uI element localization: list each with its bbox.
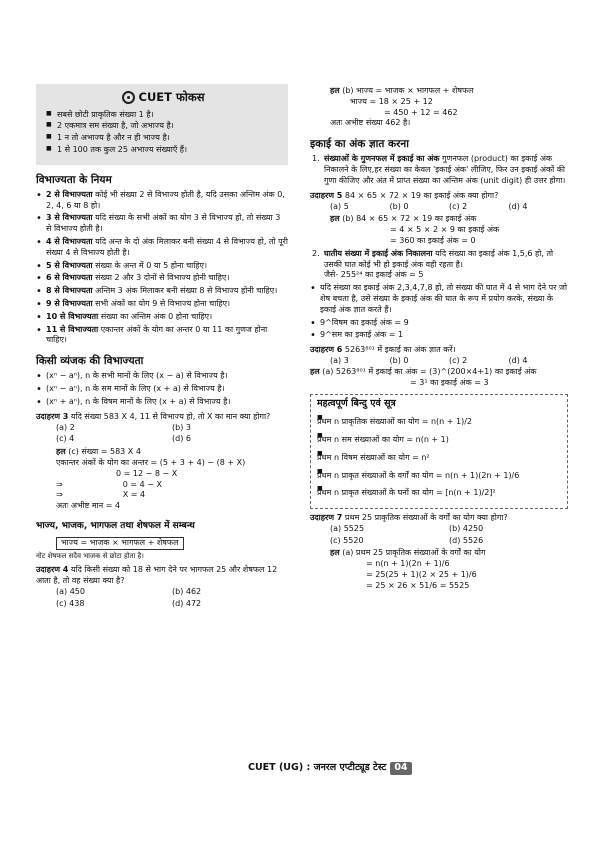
option: (b) 0 [389, 201, 409, 211]
option: (a) 5 [330, 201, 349, 211]
option: (c) 2 [449, 355, 468, 365]
relation-formula: भाज्य = भाजक × भागफल + शेषफल [56, 537, 184, 550]
option: (c) 438 [56, 598, 85, 608]
target-icon [122, 91, 135, 104]
solution: हल (c) संख्या = 583 X 4 एकान्तर अंकों के योग का अन्तर = (5 + 3 + 4) − (8 + X) 0 = 12 − 8 − X ⇒ 0 = 4 − X ⇒ X = 4 अतः अभीष्ट मान = 4 [56, 447, 246, 511]
divisibility-rules [36, 190, 288, 346]
list-item: ■ सबसे छोटी प्राकृतिक संख्या 1 है। [46, 110, 280, 121]
options [310, 524, 568, 547]
solution: हल (b) 84 × 65 × 72 × 19 का इकाई अंक = 4 × 5 × 2 × 9 का इकाई अंक = 360 का इकाई अंक = 0 [330, 214, 500, 245]
formula-item: ■ प्रथम n प्राकृत संख्याओं के घनों का योग = [n(n + 1)/2]² [317, 485, 561, 502]
list-item: ■ 1 न तो अभाज्य है और न ही भाज्य है। [46, 133, 280, 144]
option: (a) 450 [56, 586, 85, 596]
unit-digit-list [310, 249, 568, 281]
option: (c) 4 [56, 434, 75, 444]
list-item: ■ 2 एकमात्र सम संख्या है, जो अभाज्य है। [46, 121, 280, 132]
rule-item: • (xⁿ − aⁿ), n के सम मानों के लिए (x + a) से विभाज्य है। [36, 384, 288, 395]
option: (a) 2 [56, 422, 75, 432]
list-item: • 9^विषम का इकाई अंक = 9 [310, 318, 568, 329]
rule-item: • 10 से विभाज्यता संख्या का अन्तिम अंक 0 होना चाहिए। [36, 312, 288, 323]
section-heading: भाज्य, भाजक, भागफल तथा शेषफल में सम्बन्ध [36, 520, 195, 531]
note: नोट शेषफल सदैव भाजक से छोटा होता है। [36, 551, 144, 560]
option: (d) 4 [508, 355, 528, 365]
formula-list [317, 414, 561, 502]
section-heading: इकाई का अंक ज्ञात करना [310, 138, 409, 151]
option: (b) 4250 [449, 523, 484, 533]
section-heading: किसी व्यंजक की विभाज्यता [36, 355, 144, 368]
option: (a) 5525 [330, 523, 365, 533]
rule-item: • 8 से विभाज्यता अन्तिम 3 अंक मिलाकर बनी संख्या 8 से विभाज्य होनी चाहिए। [36, 286, 288, 297]
left-column [36, 84, 288, 610]
list-item: • यदि संख्या का इकाई अंक 2,3,4,7,8 हो, तो संख्या की घात में 4 से भाग देने पर जो शेष बचता है, उसे संख्या के इकाई अंक की घात के रूप में प्रयोग करके, संख्या के इकाई अंक ज्ञात करते हैं। [310, 283, 568, 315]
power-rules [310, 283, 568, 341]
example-7: उदाहरण 7 प्रथम 25 प्राकृतिक संख्याओं के वर्गों का योग क्या होगा? (a) 5525 (b) 4250 (c) 5520 (d) 5526 हल (a) प्रथम 25 प्राकृतिक संख्याओं के वर्गों का योग = n(n + 1)(2n + 1)/6 = 25(25 + 1)(2 × 25 + 1)/6 = 25 × 26 × 51/6 = 5525 [310, 513, 568, 592]
formula-item: ■ प्रथम n प्राकृत संख्याओं के वर्गों का योग = n(n + 1)(2n + 1)/6 [317, 468, 561, 485]
cuet-focus-box [36, 84, 288, 165]
expression-rules [36, 371, 288, 407]
example-4-solution: हल (b) भाज्य = भाजक × भागफल + शेषफल भाज्य = 18 × 25 + 12 = 450 + 12 = 462 अतः अभीष्ट संख्या 462 है। [330, 86, 474, 128]
formula-item: ■ प्रथम n विषम संख्याओं का योग = n² [317, 450, 561, 467]
rule-item: • 6 से विभाज्यता संख्या 2 और 3 दोनों से विभाज्य होनी चाहिए। [36, 273, 288, 284]
option: (d) 6 [172, 434, 191, 444]
option: (d) 472 [172, 598, 202, 608]
rule-item: • 4 से विभाज्यता यदि अन्त के दो अंक मिलाकर बनी संख्या 4 से विभाज्य हो, तो पूरी संख्या 4 से विभाज्य होती है। [36, 237, 288, 259]
formula-heading: महत्वपूर्ण बिन्दु एवं सूत्र [317, 398, 396, 410]
formula-box [310, 394, 568, 509]
list-item: ■ 1 से 100 तक कुल 25 अभाज्य संख्याएँ हैं। [46, 145, 280, 156]
option: (d) 4 [508, 201, 528, 211]
list-item: 1. संख्याओं के गुणनफल में इकाई का अंक गुणनफल (product) का इकाई अंक निकालने के लिए,हर संख्या का केवल 'इकाई अंक' लीजिए, फिर उन इकाई अंकों की गुणा कीजिए और अंत में प्राप्त संख्या का अन्तिम अंक (unit digit) ही उत्तर होगा। [312, 154, 566, 185]
rule-item: • (xⁿ − aⁿ), n के सभी मानों के लिए (x − a) से विभाज्य है। [36, 371, 288, 382]
option: (c) 5520 [330, 535, 364, 545]
solution: हल (a) 5263⁸⁰¹ में इकाई का अंक = (3)^(200×4+1) का इकाई अंक = 3¹ का इकाई अंक = 3 [310, 366, 537, 387]
formula-item: ■ प्रथम n सम संख्याओं का योग = n(n + 1) [317, 432, 561, 449]
options [36, 423, 288, 446]
rule-item: • 5 से विभाज्यता संख्या के अन्त में 0 या 5 होना चाहिए। [36, 261, 288, 272]
option: (b) 3 [172, 422, 191, 432]
example-5: उदाहरण 5 84 × 65 × 72 × 19 का इकाई अंक क्या होगा? (a) 5 (b) 0 (c) 2 (d) 4 हल (b) 84 × 65 × 72 × 19 का इकाई अंक = 4 × 5 × 2 × 9 का इकाई अंक = 360 का इकाई अंक = 0 [310, 191, 568, 247]
option: (a) 3 [330, 355, 349, 365]
focus-list [46, 110, 280, 156]
rule-item: • (xⁿ + aⁿ), n के विषम मानों के लिए (x + a) से विभाज्य है। [36, 397, 288, 408]
unit-digit-list [310, 154, 568, 186]
solution: हल (a) प्रथम 25 प्राकृतिक संख्याओं के वर्गों का योग = n(n + 1)(2n + 1)/6 = 25(25 + 1)(2 × 25 + 1)/6 = 25 × 26 × 51/6 = 5525 [330, 548, 486, 590]
options [310, 356, 568, 367]
right-column [310, 84, 568, 592]
option: (b) 462 [172, 586, 202, 596]
section-heading: विभाज्यता के नियम [36, 173, 112, 186]
focus-title: CUET फोकस [46, 90, 280, 106]
formula-item: ■ प्रथम n प्राकृतिक संख्याओं का योग = n(n + 1)/2 [317, 414, 561, 431]
options [310, 202, 568, 213]
page-footer: CUET (UG) : जनरल एप्टीट्यूड टेस्ट 04 [248, 762, 412, 775]
page-number: 04 [390, 762, 411, 775]
rule-item: • 9 से विभाज्यता सभी अंकों का योग 9 से विभाज्य होना चाहिए। [36, 299, 288, 310]
rule-item: • 2 से विभाज्यता कोई भी संख्या 2 से विभाज्य होती है, यदि उसका अन्तिम अंक 0, 2, 4, 6 या 8 हो। [36, 190, 288, 212]
option: (b) 0 [389, 355, 409, 365]
options [36, 587, 288, 610]
rule-item: • 3 से विभाज्यता यदि संख्या के सभी अंकों का योग 3 से विभाज्य हो, तो संख्या 3 से विभाज्य होती है। [36, 213, 288, 235]
example-4: उदाहरण 4 यदि किसी संख्या को 18 से भाग देने पर भागफल 25 और शेषफल 12 आता है, तो वह संख्या क्या है? (a) 450 (b) 462 (c) 438 (d) 472 [36, 565, 288, 609]
example-6: उदाहरण 6 5263⁸⁰¹ में इकाई का अंक ज्ञात करें। (a) 3 (b) 0 (c) 2 (d) 4 हल (a) 5263⁸⁰¹ में इकाई का अंक = (3)^(200×4+1) का इकाई अंक = 3¹ का इकाई अंक = 3 [310, 345, 568, 388]
list-item: • 9^सम का इकाई अंक = 1 [310, 330, 568, 341]
option: (c) 2 [449, 201, 468, 211]
option: (d) 5526 [449, 535, 484, 545]
rule-item: • 11 से विभाज्यता एकान्तर अंकों के योग का अन्तर 0 या 11 का गुणज होना चाहिए। [36, 325, 288, 347]
example-3: उदाहरण 3 यदि संख्या 583 X 4, 11 से विभाज्य हो, तो X का मान क्या होगा? (a) 2 (b) 3 (c) 4 (d) 6 हल (c) संख्या = 583 X 4 एकान्तर अंकों के योग का अन्तर = (5 + 3 + 4) − (8 + X) 0 = 12 − 8 − X ⇒ 0 = 4 − X ⇒ X = 4 अतः अभीष्ट मान = 4 [36, 412, 288, 512]
list-item: 2. घातीय संख्या में इकाई अंक निकालना यदि संख्या का इकाई अंक 1,5,6 हो, तो उसकी घात कोई भी हो इकाई अंक वही रहता है। जैसे- 255²⁴ का इकाई अंक = 5 [312, 248, 554, 280]
